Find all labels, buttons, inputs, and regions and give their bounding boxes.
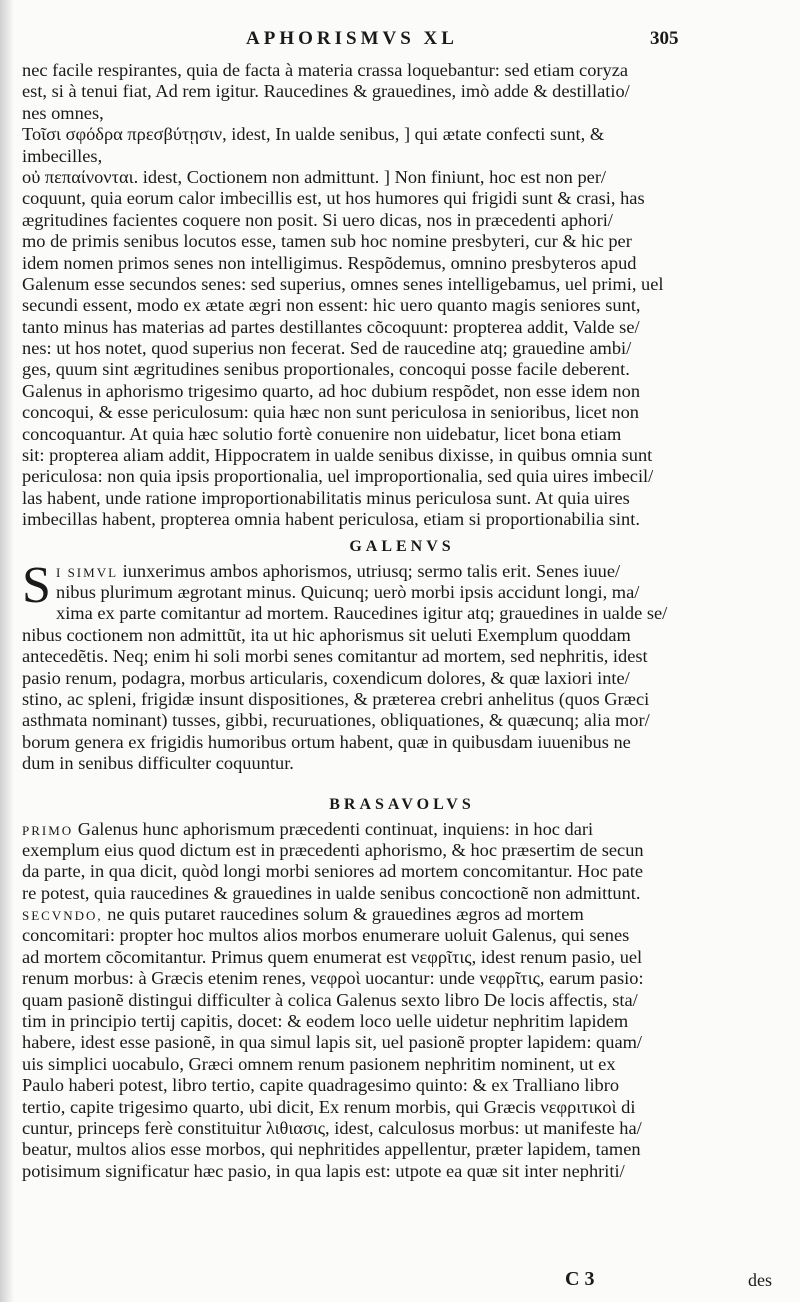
primo-first-text: Galenus hunc aphorismum præcedenti continuat, inquiens: in hoc dari (73, 818, 594, 839)
text-line: ad mortem cõcomitantur. Primus quem enumerat est νεφρῖτις, idest renum pasio, uel (22, 946, 643, 967)
text-line: secundi essent, modo ex ætate ægri non essent: hic uero quanto magis seniores sunt, (22, 295, 641, 316)
text-line: concomitari: propter hoc multos alios morbos enumerare uoluit Galenus, qui senes (22, 925, 630, 946)
text-line: stino, ac spleni, frigidæ insunt dispositiones, & præterea crebri anhelitus (quos Græci (22, 688, 650, 709)
text-line: nes: ut hos notet, quod superius non fecerat. Sed de raucedine atq; grauedine ambi/ (22, 338, 632, 359)
text-line: Paulo haberi potest, libro tertio, capite quadragesimo quinto: & ex Tralliano libro (22, 1075, 620, 1096)
text-line: dum in senibus difficulter coquuntur. (22, 753, 294, 774)
text-line: exemplum eius quod dictum est in præcedenti aphorismo, & hoc præsertim de secun (22, 839, 644, 860)
text-line: ges, quum sint ægritudines senibus proportionales, concoqui posse facile deberent. (22, 359, 630, 380)
catchword: des (748, 1270, 772, 1290)
text-line: re potest, quia raucedines & grauedines in ualde senibus concoctionẽ non admittunt. (22, 882, 641, 903)
page-header (0, 28, 800, 58)
text-line: mo de primis senibus locutos esse, tamen sub hoc nomine presbyteri, cur & hic per (22, 231, 632, 252)
page-footer (0, 1268, 800, 1296)
primo-lines (22, 840, 782, 904)
text-line: antecedẽtis. Neq; enim hi soli morbi senes comitantur ad mortem, sed nephritis, idest (22, 646, 648, 667)
text-line: asthmata nominant) tusses, gibbi, recuruationes, obliquationes, & quæcunq; alia mor/ (22, 710, 650, 731)
text-line: xima ex parte comitantur ad mortem. Raucedines igitur atq; grauedines in ualde se/ (56, 603, 668, 624)
secundo-first-line (22, 904, 782, 925)
brasavolus-section (22, 819, 782, 1183)
text-line: da parte, in qua dicit, quòd longi morbi seniores ad mortem concomitantur. Hoc pate (22, 861, 644, 882)
page-body (22, 60, 782, 1182)
text-line: est, si à tenui fiat, Ad rem igitur. Raucedines & grauedines, imò adde & destillatio/ (22, 81, 630, 102)
spacer (22, 775, 782, 789)
text-line: cuntur, princeps ferè constituitur λιθιασις, idest, calculosus morbus: ut manifeste ha/ (22, 1117, 642, 1138)
text-line: nec facile respirantes, quia de facta à materia crassa loquebantur: sed etiam coryza (22, 60, 629, 80)
galenus-first-rest: iunxerimus ambos aphorismos, utriusq; sermo talis erit. Senes iuue/ (118, 560, 621, 581)
text-line: coquunt, quia eorum calor imbecillis est, ut hos humores qui frigidi sunt & crasi, has (22, 188, 645, 209)
section-heading-brasavolus: BRASAVOLVS (329, 795, 475, 813)
galenus-section (22, 556, 782, 775)
text-line: tanto minus has materias ad partes destillantes cõcoquunt: propterea addit, Valde se/ (22, 316, 640, 337)
text-line: tertio, capite trigesimo quarto, ubi dicit, Ex renum morbis, qui Græcis νεφριτικοὶ di (22, 1096, 636, 1117)
galenus-first-line (56, 561, 782, 582)
text-line: uis simplici uocabulo, Græci omnem renum pasionem nephritim nominent, ut ex (22, 1053, 616, 1074)
text-line: quam pasionẽ distingui difficulter à colica Galenus sexto libro De locis affectis, sta/ (22, 989, 638, 1010)
secundo-lines (22, 925, 782, 1182)
text-line: tim in principio tertij capitis, docet: & eodem loco uelle uidetur nephritim lapidem (22, 1011, 629, 1032)
secundo-first-text: ne quis putaret raucedines solum & grauedines ægros ad mortem (102, 904, 584, 925)
text-line: habere, idest esse pasionẽ, in qua simul lapis sit, uel pasionẽ propter lapidem: quam/ (22, 1032, 643, 1053)
primo-label: PRIMO (22, 822, 74, 838)
signature-mark: C 3 (565, 1268, 595, 1290)
text-line: nibus coctionem non admittũt, ita ut hic aphorismus sit ueluti Exemplum quoddam (22, 624, 631, 645)
text-line: nibus plurimum ægrotant minus. Quicunq; uerò morbi ipsis accidunt longi, ma/ (56, 581, 640, 602)
text-line: imbecillas habent, propterea omnia habent periculosa, etiam si proportionabilia sint. (22, 509, 640, 530)
text-line: concoqui, & esse periculosum: quia hæc non sunt periculosa in senioribus, licet non (22, 402, 639, 423)
text-line: pasio renum, podagra, morbus articularis, coxendicum dolores, & quæ laxiori inte/ (22, 667, 630, 688)
text-line: renum morbus: à Græcis etenim renes, νεφροὶ uocantur: unde νεφρῖτις, earum pasio: (22, 968, 644, 989)
galenus-lines (22, 582, 782, 775)
text-line: concoquantur. At quia hæc solutio fortè conuenire non uidebatur, licet bona etiam (22, 423, 622, 444)
text-line: periculosa: non quia ipsis proportionalia, uel improportionalia, sed quia uires imbecil/ (22, 466, 654, 487)
text-line: Τοῖσι σφόδρα πρεσβύτῃσιν, idest, In ualde senibus, ] qui ætate confecti sunt, & (22, 124, 605, 145)
commentary-block (22, 60, 782, 531)
section-heading-galenus: GALENVS (349, 537, 455, 555)
text-line: ægritudines facientes coquere non posit. Si uero dicas, nos in præcedenti aphori/ (22, 209, 613, 230)
galenus-first-smallcaps: I SIMVL (56, 564, 119, 580)
drop-cap: S (22, 556, 51, 614)
text-line: potisimum significatur hæc pasio, in qua lapis est: utpote ea quæ sit inter nephriti/ (22, 1160, 625, 1181)
text-line: las habent, unde ratione improportionabilitatis minus periculosa sunt. At quia uires (22, 487, 630, 508)
running-head: APHORISMVS XL (246, 28, 458, 49)
text-line: sit: propterea aliam addit, Hippocratem in ualde senibus dixisse, in quibus omnia sunt (22, 445, 653, 466)
text-line: imbecilles, (22, 145, 103, 166)
text-line: idem nomen primos senes non intelligimus. Respõdemus, omnino presbyteros apud (22, 252, 637, 273)
text-line: οὐ πεπαίνονται. idest, Coctionem non admittunt. ] Non finiunt, hoc est non per/ (22, 166, 607, 187)
binding-shadow (0, 0, 14, 1302)
text-line: Galenus in aphorismo trigesimo quarto, ad hoc dubium respõdet, non esse idem non (22, 380, 641, 401)
text-line: borum genera ex frigidis humoribus ortum habent, quæ in quibusdam iuuenibus ne (22, 731, 631, 752)
text-line: nes omnes, (22, 102, 104, 123)
secundo-label: SECVNDO, (22, 908, 103, 924)
primo-first-line (22, 819, 782, 840)
page-number: 305 (650, 28, 679, 49)
text-line: Galenum esse secundos senes: sed superius, omnes senes intelligebamus, uel primi, uel (22, 273, 664, 294)
text-line: beatur, multos alios esse morbos, qui nephritides appellentur, præter lapidem, tamen (22, 1139, 641, 1160)
